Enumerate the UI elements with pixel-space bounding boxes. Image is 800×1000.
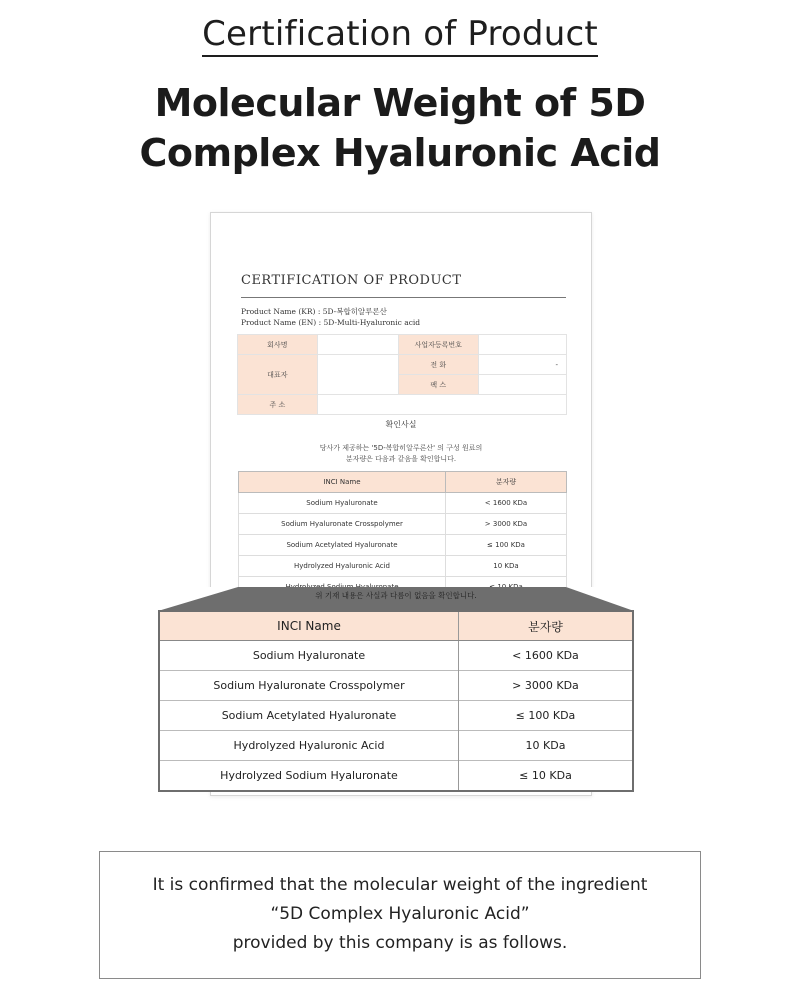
table-row [160, 641, 632, 671]
inci-name: Hydrolyzed Hyaluronic Acid [160, 731, 459, 761]
company-info-table [237, 334, 567, 415]
molecular-weight: 10 KDa [459, 731, 633, 761]
ceo-label: 대표자 [238, 355, 318, 395]
statement-line-1: 당사가 제공하는 '5D-복합히알루론산' 의 구성 원료의 [319, 444, 483, 452]
company-label: 회사명 [238, 335, 318, 355]
table-row: Hydrolyzed Hyaluronic Acid 10 KDa [239, 556, 567, 577]
document-title: CERTIFICATION OF PRODUCT [241, 273, 462, 288]
small-header-weight: 분자량 [446, 472, 567, 493]
section-title: 확인사실 [385, 420, 417, 429]
table-row [160, 701, 632, 731]
headline-line-1: Molecular Weight of 5D [154, 81, 646, 125]
product-name-en: Product Name (EN) : 5D-Multi-Hyaluronic acid [241, 318, 421, 327]
molecular-weight: > 3000 KDa [459, 671, 633, 701]
confirmation-line-2: “5D Complex Hyaluronic Acid” [270, 904, 530, 924]
table-row: Sodium Acetylated Hyaluronate ≤ 100 KDa [239, 535, 567, 556]
phone-label: 전 화 [398, 355, 478, 375]
molecular-weight: ≤ 100 KDa [459, 701, 633, 731]
inci-name: Sodium Acetylated Hyaluronate [160, 701, 459, 731]
table-row: Sodium Hyaluronate < 1600 KDa [239, 493, 567, 514]
confirmation-line-3: provided by this company is as follows. [232, 933, 568, 953]
header-inci-name: INCI Name [160, 612, 459, 641]
inci-name: Sodium Hyaluronate [160, 641, 459, 671]
document-molecular-weight-table [238, 471, 567, 598]
headline-line-2: Complex Hyaluronic Acid [139, 131, 661, 175]
phone-value: - [478, 355, 566, 375]
statement [211, 443, 591, 465]
statement-line-2: 분자량은 다음과 같음을 확인합니다. [345, 455, 457, 463]
small-header-inci: INCI Name [239, 472, 446, 493]
reg-no-label: 사업자등록번호 [398, 335, 478, 355]
confirmation-box [99, 851, 701, 979]
page-title: Certification of Product [0, 14, 800, 54]
confirmation-line-1: It is confirmed that the molecular weight of the ingredient [152, 875, 648, 895]
zoomed-molecular-weight-table [158, 610, 634, 792]
inci-name: Sodium Hyaluronate Crosspolymer [160, 671, 459, 701]
molecular-weight: < 1600 KDa [459, 641, 633, 671]
table-row: Sodium Hyaluronate Crosspolymer > 3000 KDa [239, 514, 567, 535]
headline [0, 78, 800, 178]
table-row [160, 761, 632, 791]
table-row [160, 671, 632, 701]
document-footer-note: 위 기재 내용은 사실과 다름이 없음을 확인합니다. [315, 591, 477, 600]
header-molecular-weight: 분자량 [459, 612, 633, 641]
fax-label: 팩 스 [398, 375, 478, 395]
product-name-kr: Product Name (KR) : 5D-복합히알루론산 [241, 307, 387, 316]
inci-name: Hydrolyzed Sodium Hyaluronate [160, 761, 459, 791]
address-label: 주 소 [238, 395, 318, 415]
table-row [160, 731, 632, 761]
document-title-rule [241, 297, 566, 298]
molecular-weight: ≤ 10 KDa [459, 761, 633, 791]
